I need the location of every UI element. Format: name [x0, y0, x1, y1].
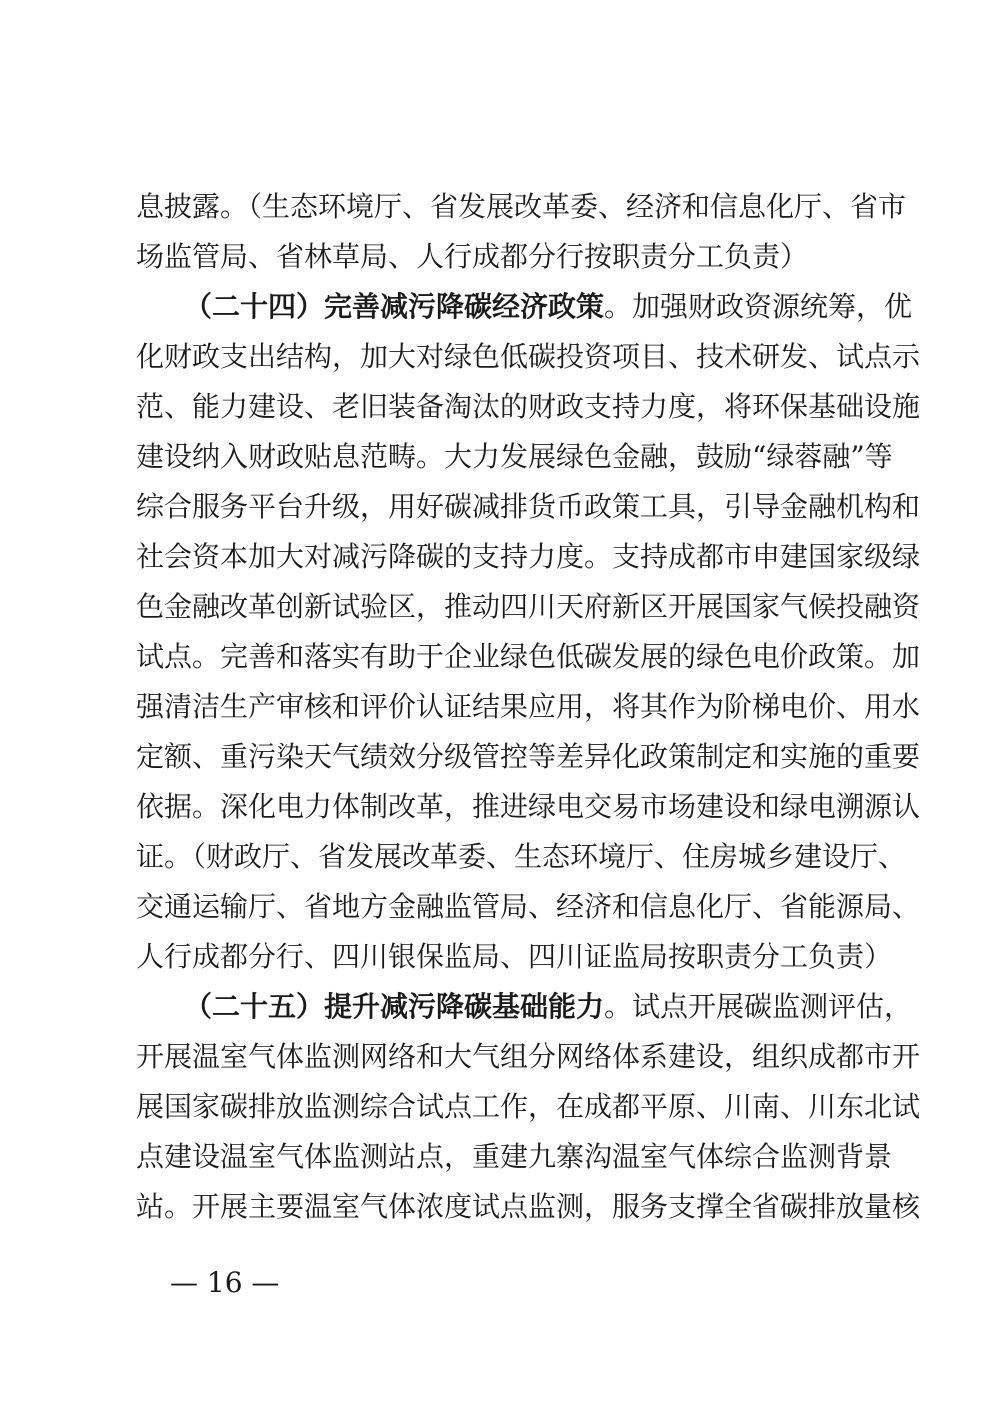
text-line-11: 强清洁生产审核和评价认证结果应用，将其作为阶梯电价、用水	[136, 690, 921, 723]
text-line-8: 社会资本加大对减污降碳的支持力度。支持成都市申建国家级绿	[136, 540, 921, 573]
text-line-18: 开展温室气体监测网络和大气组分网络体系建设，组织成都市开	[136, 1040, 921, 1073]
section-heading-25: （二十五）提升减污降碳基础能力	[184, 990, 605, 1023]
text-line-17	[184, 990, 913, 1024]
text-line-20: 点建设温室气体监测站点，重建九寨沟温室气体综合监测背景	[136, 1140, 893, 1173]
text-line-21: 站。开展主要温室气体浓度试点监测，服务支撑全省碳排放量核	[136, 1190, 921, 1223]
text-line-15: 交通运输厅、省地方金融监管局、经济和信息化厅、省能源局、	[136, 890, 921, 923]
text-line-7: 综合服务平台升级，用好碳减排货币政策工具，引导金融机构和	[136, 490, 921, 523]
page-number: — 16 —	[170, 1266, 280, 1299]
text-line-19: 展国家碳排放监测综合试点工作，在成都平原、川南、川东北试	[136, 1090, 921, 1123]
text-line-2: 场监管局、省林草局、人行成都分行按职责分工负责）	[136, 240, 809, 273]
text-line-10: 试点。完善和落实有助于企业绿色低碳发展的绿色电价政策。加	[136, 640, 921, 673]
text-line-9: 色金融改革创新试验区，推动四川天府新区开展国家气候投融资	[136, 590, 921, 623]
text-line-14: 证。（财政厅、省发展改革委、生态环境厅、住房城乡建设厅、	[136, 840, 907, 873]
text-line-5: 范、能力建设、老旧装备淘汰的财政支持力度，将环保基础设施	[136, 390, 921, 423]
text-line-13: 依据。深化电力体制改革，推进绿电交易市场建设和绿电溯源认	[136, 790, 921, 823]
section-heading-24: （二十四）完善减污降碳经济政策	[184, 290, 605, 323]
text-line-1: 息披露。（生态环境厅、省发展改革委、经济和信息化厅、省市	[136, 190, 907, 223]
text-line-3-body: 。加强财政资源统筹，优	[604, 290, 913, 323]
text-line-4: 化财政支出结构，加大对绿色低碳投资项目、技术研发、试点示	[136, 340, 921, 373]
text-line-16: 人行成都分行、四川银保监局、四川证监局按职责分工负责）	[136, 940, 893, 973]
text-line-12: 定额、重污染天气绩效分级管控等差异化政策制定和实施的重要	[136, 740, 921, 773]
text-line-6: 建设纳入财政贴息范畴。大力发展绿色金融，鼓励“绿蓉融”等	[136, 440, 893, 473]
text-line-3	[184, 290, 913, 324]
text-line-17-body: 。试点开展碳监测评估，	[604, 990, 913, 1023]
